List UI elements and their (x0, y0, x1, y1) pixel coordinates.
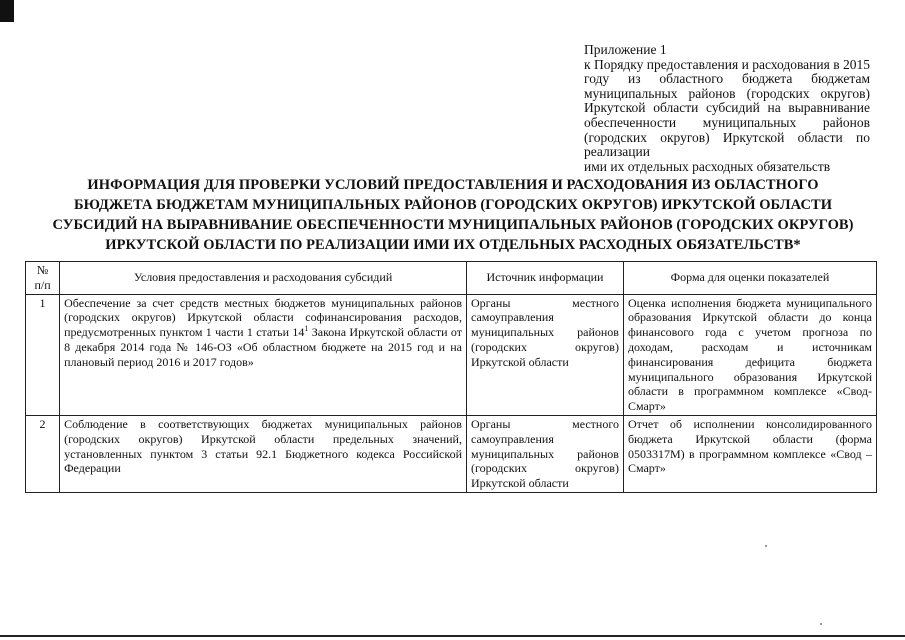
row-source: Органы местного самоуправления муниципальных районов (городских округов) Иркутской области (466, 294, 623, 415)
table-row (26, 415, 877, 492)
heading-line-4: ИРКУТСКОЙ ОБЛАСТИ ПО РЕАЛИЗАЦИИ ИМИ ИХ ОТДЕЛЬНЫХ РАСХОДНЫХ ОБЯЗАТЕЛЬСТВ* (105, 237, 801, 253)
header-conditions: Условия предоставления и расходования субсидий (60, 262, 467, 295)
conditions-table (25, 261, 877, 493)
condition-text-continued: Закона Иркутской области от 8 декабря 2014 года № 146-ОЗ «Об областном бюджете на 2015 год и на плановый период 2016 и 2017 годов» (64, 325, 462, 369)
row-condition (60, 294, 467, 415)
condition-superscript: 1 (304, 324, 309, 334)
scan-speck (765, 545, 767, 547)
header-number (26, 262, 60, 295)
appendix-last-line: ими их отдельных расходных обязательств (584, 158, 831, 174)
scan-edge-mark (0, 0, 14, 22)
row-source: Органы местного самоуправления муниципальных районов (городских округов) Иркутской области (466, 415, 623, 492)
heading-line-1: ИНФОРМАЦИЯ ДЛЯ ПРОВЕРКИ УСЛОВИЙ ПРЕДОСТАВЛЕНИЯ И РАСХОДОВАНИЯ ИЗ ОБЛАСТНОГО (87, 177, 819, 193)
header-number-sign: № (36, 263, 49, 277)
row-form: Оценка исполнения бюджета муниципального образования Иркутской области до конца финансового года с учетом прогноза по доходам, расходам и источникам финансирования дефицита бюджета муниципального образования Иркутской области в программном комплексе «Свод-Смарт» (623, 294, 876, 415)
scan-speck (820, 623, 822, 625)
header-form: Форма для оценки показателей (623, 262, 876, 295)
row-number: 2 (26, 415, 60, 492)
condition-text: Обеспечение за счет средств местных бюджетов муниципальных районов (городских округов) Иркутской области софинансирования расходов, предусмотренных пунктом 1 части 1 статьи 14 (64, 295, 462, 340)
heading-line-2: БЮДЖЕТА БЮДЖЕТАМ МУНИЦИПАЛЬНЫХ РАЙОНОВ (ГОРОДСКИХ ОКРУГОВ) ИРКУТСКОЙ ОБЛАСТИ (73, 197, 833, 213)
header-source: Источник информации (466, 262, 623, 295)
header-number-abbr: п/п (34, 277, 51, 292)
heading-line-3: СУБСИДИЙ НА ВЫРАВНИВАНИЕ ОБЕСПЕЧЕННОСТИ МУНИЦИПАЛЬНЫХ РАЙОНОВ (ГОРОДСКИХ ОКРУГОВ) (52, 217, 854, 233)
appendix-block (584, 43, 870, 174)
table-header-row (26, 262, 877, 295)
appendix-body: к Порядку предоставления и расходования в 2015 году из областного бюджета бюджетам муниципальных районов (городских округов) Иркутской области субсидий на выравнивание обеспеченности муниципальных районов (городских округов) Иркутской области по реализации (584, 56, 870, 160)
appendix-title: Приложение 1 (584, 42, 667, 57)
table-row (26, 294, 877, 415)
scan-bottom-edge (0, 635, 905, 637)
row-form: Отчет об исполнении консолидированного бюджета Иркутской области (форма 0503317М) в программном комплексе «Свод – Смарт» (623, 415, 876, 492)
row-condition: Соблюдение в соответствующих бюджетах муниципальных районов (городских округов) Иркутской области предельных значений, установленных пунктом 3 статьи 92.1 Бюджетного кодекса Российской Федерации (60, 415, 467, 492)
document-heading (28, 175, 878, 255)
row-number: 1 (26, 294, 60, 415)
